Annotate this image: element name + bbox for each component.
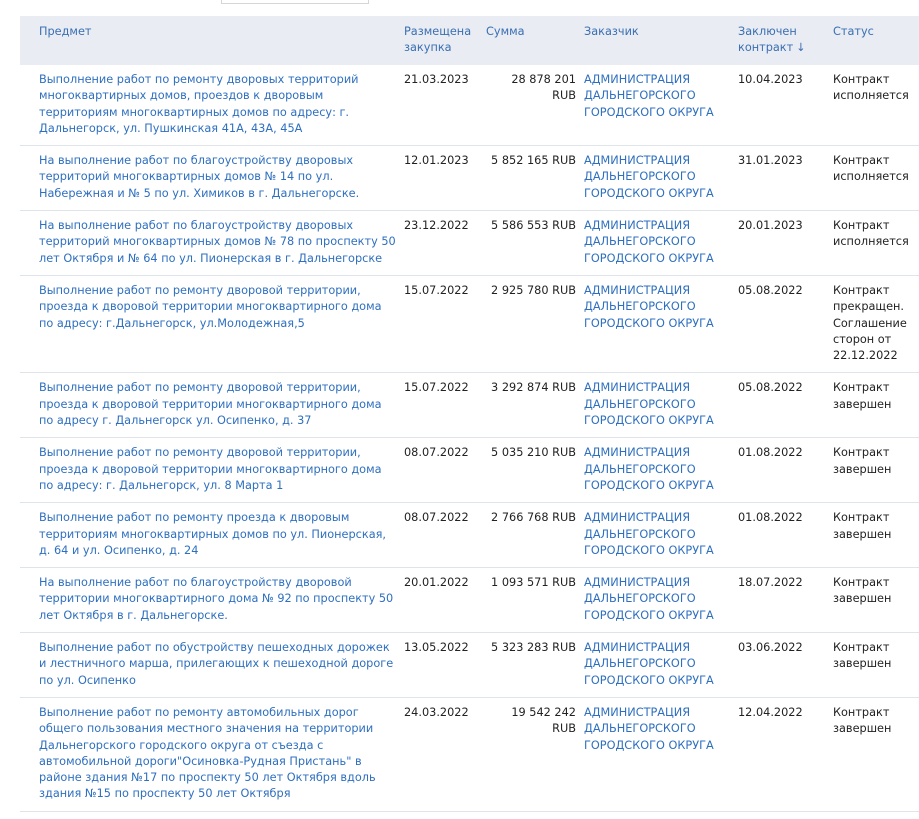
posted-date: 21.03.2023 [404, 65, 486, 146]
amount-value: 2 925 780 RUB [486, 275, 584, 372]
table-row [20, 65, 919, 146]
customer-link[interactable]: АДМИНИСТРАЦИЯ ДАЛЬНЕГОРСКОГО ГОРОДСКОГО ОКРУГА [584, 633, 738, 698]
customer-link[interactable]: АДМИНИСТРАЦИЯ ДАЛЬНЕГОРСКОГО ГОРОДСКОГО ОКРУГА [584, 697, 738, 811]
table-row [20, 373, 919, 438]
contract-date: 18.07.2022 [738, 568, 833, 633]
status-text: Контракт завершен [833, 633, 919, 698]
subject-link[interactable]: Выполнение работ по ремонту дворовой территории, проезда к дворовой территории многоквартирного дома по адресу: г.Дальнегорск, ул.Молодежная,5 [20, 275, 404, 372]
subject-link[interactable]: На выполнение работ по благоустройству дворовых территорий многоквартирных домов № 78 по проспекту 50 лет Октября и № 64 по ул. Пионерская в г. Дальнегорске [20, 211, 404, 276]
posted-date: 08.07.2022 [404, 438, 486, 503]
contract-date: 10.04.2023 [738, 65, 833, 146]
status-text: Контракт завершен [833, 438, 919, 503]
contract-date: 01.08.2022 [738, 503, 833, 568]
subject-link[interactable]: Выполнение работ по ремонту проезда к дворовым территориям многоквартирных домов по ул. Пионерская, д. 64 и ул. Осипенко, д. 24 [20, 503, 404, 568]
amount-value: 28 878 201 RUB [486, 65, 584, 146]
customer-link[interactable]: АДМИНИСТРАЦИЯ ДАЛЬНЕГОРСКОГО ГОРОДСКОГО ОКРУГА [584, 211, 738, 276]
table-row [20, 146, 919, 211]
customer-link[interactable]: АДМИНИСТРАЦИЯ ДАЛЬНЕГОРСКОГО ГОРОДСКОГО ОКРУГА [584, 65, 738, 146]
search-box-edge[interactable] [221, 0, 369, 4]
amount-value: 3 292 874 RUB [486, 373, 584, 438]
column-header-contract[interactable]: Заключен контракт ↓ [738, 16, 833, 65]
amount-value: 19 542 242 RUB [486, 697, 584, 811]
status-text: Контракт завершен [833, 568, 919, 633]
status-text: Контракт завершен [833, 373, 919, 438]
table-row [20, 568, 919, 633]
contract-date: 20.01.2023 [738, 211, 833, 276]
customer-link[interactable]: АДМИНИСТРАЦИЯ ДАЛЬНЕГОРСКОГО ГОРОДСКОГО ОКРУГА [584, 275, 738, 372]
subject-link[interactable]: Выполнение работ по ремонту дворовой территории, проезда к дворовой территории многоквартирного дома по адресу: г. Дальнегорск, ул. 8 Марта 1 [20, 438, 404, 503]
subject-link[interactable]: На выполнение работ по благоустройству дворовой территории многоквартирного дома № 92 по проспекту 50 лет Октября в г. Дальнегорске. [20, 568, 404, 633]
table-row [20, 503, 919, 568]
amount-value: 5 852 165 RUB [486, 146, 584, 211]
table-row [20, 697, 919, 811]
amount-value: 5 035 210 RUB [486, 438, 584, 503]
table-header-row [20, 16, 919, 65]
contract-date: 12.04.2022 [738, 697, 833, 811]
status-text: Контракт прекращен. Соглашение сторон от 22.12.2022 [833, 275, 919, 372]
amount-value: 5 323 283 RUB [486, 633, 584, 698]
column-header-status[interactable]: Статус [833, 16, 919, 65]
table-row [20, 275, 919, 372]
column-header-posted[interactable]: Размещена закупка [404, 16, 486, 65]
procurement-table [20, 16, 919, 812]
subject-link[interactable]: На выполнение работ по благоустройству дворовых территорий многоквартирных домов № 14 по ул. Набережная и № 5 по ул. Химиков в г. Дальнегорске. [20, 146, 404, 211]
contract-date: 05.08.2022 [738, 373, 833, 438]
table-row [20, 633, 919, 698]
posted-date: 13.05.2022 [404, 633, 486, 698]
contract-date: 03.06.2022 [738, 633, 833, 698]
sort-descending-icon: ↓ [796, 41, 806, 55]
amount-value: 2 766 768 RUB [486, 503, 584, 568]
posted-date: 12.01.2023 [404, 146, 486, 211]
subject-link[interactable]: Выполнение работ по ремонту дворовой территории, проезда к дворовой территории многоквартирного дома по адресу г. Дальнегорск ул. Осипенко, д. 37 [20, 373, 404, 438]
posted-date: 24.03.2022 [404, 697, 486, 811]
posted-date: 08.07.2022 [404, 503, 486, 568]
posted-date: 15.07.2022 [404, 373, 486, 438]
amount-value: 1 093 571 RUB [486, 568, 584, 633]
subject-link[interactable]: Выполнение работ по ремонту автомобильных дорог общего пользования местного значения на территории Дальнегорского городского округа от съезда с автомобильной дороги"Осиновка-Рудная Пристань" в районе здания №17 по проспекту 50 лет Октября вдоль здания №15 по проспекту 50 лет Октября [20, 697, 404, 811]
customer-link[interactable]: АДМИНИСТРАЦИЯ ДАЛЬНЕГОРСКОГО ГОРОДСКОГО ОКРУГА [584, 146, 738, 211]
status-text: Контракт исполняется [833, 65, 919, 146]
column-header-amount[interactable]: Сумма [486, 16, 584, 65]
posted-date: 23.12.2022 [404, 211, 486, 276]
status-text: Контракт завершен [833, 503, 919, 568]
table-row [20, 211, 919, 276]
contract-date: 05.08.2022 [738, 275, 833, 372]
customer-link[interactable]: АДМИНИСТРАЦИЯ ДАЛЬНЕГОРСКОГО ГОРОДСКОГО ОКРУГА [584, 503, 738, 568]
subject-link[interactable]: Выполнение работ по ремонту дворовых территорий многоквартирных домов, проездов к дворовым территориям многоквартирных домов по адресу: г. Дальнегорск, ул. Пушкинская 41А, 43А, 45А [20, 65, 404, 146]
customer-link[interactable]: АДМИНИСТРАЦИЯ ДАЛЬНЕГОРСКОГО ГОРОДСКОГО ОКРУГА [584, 438, 738, 503]
column-header-customer[interactable]: Заказчик [584, 16, 738, 65]
posted-date: 15.07.2022 [404, 275, 486, 372]
table-row [20, 438, 919, 503]
amount-value: 5 586 553 RUB [486, 211, 584, 276]
column-header-subject[interactable]: Предмет [20, 16, 404, 65]
contract-date: 31.01.2023 [738, 146, 833, 211]
contract-date: 01.08.2022 [738, 438, 833, 503]
posted-date: 20.01.2022 [404, 568, 486, 633]
status-text: Контракт исполняется [833, 146, 919, 211]
status-text: Контракт завершен [833, 697, 919, 811]
customer-link[interactable]: АДМИНИСТРАЦИЯ ДАЛЬНЕГОРСКОГО ГОРОДСКОГО ОКРУГА [584, 373, 738, 438]
customer-link[interactable]: АДМИНИСТРАЦИЯ ДАЛЬНЕГОРСКОГО ГОРОДСКОГО ОКРУГА [584, 568, 738, 633]
status-text: Контракт исполняется [833, 211, 919, 276]
subject-link[interactable]: Выполнение работ по обустройству пешеходных дорожек и лестничного марша, прилегающих к пешеходной дороге по ул. Осипенко [20, 633, 404, 698]
